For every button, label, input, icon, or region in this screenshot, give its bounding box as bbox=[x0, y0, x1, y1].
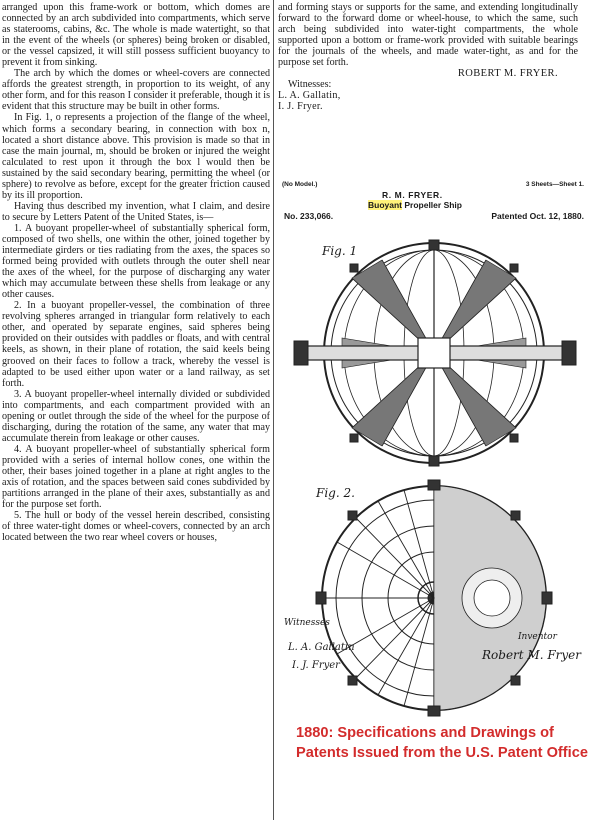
paragraph: The arch by which the domes or wheel-covers are connected affords the greatest strength, in proportion to its weight, of any other form, and for this reason I consider it preferable, though it is evident that this structure may be built in other forms. bbox=[2, 68, 270, 113]
witness-name: L. A. Gallatin, bbox=[278, 90, 341, 102]
claim-5: 5. The hull or body of the vessel herein described, consisting of three water-tight domes or wheel-covers, connected by an arch located between the two rear wheel covers or houses, bbox=[2, 510, 270, 544]
paragraph: In Fig. 1, o represents a projection of the flange of the wheel, which forms a secondary bearing, in connection with box n, located a short distance above. This provision is made so that in case the main journal, m, should be broken or injured the weight calculated to rest upon it through the box l would then be sustained by the said secondary bearing, permitting the wheel (or sphere) to revolve as before, except for the greater friction caused by its ill proportion. bbox=[2, 112, 270, 201]
fig-2-label: Fig. 2. bbox=[316, 486, 355, 500]
highlighted-word: Buoyant bbox=[368, 200, 402, 210]
witness-signature: I. J. Fryer bbox=[292, 660, 340, 671]
drawing-witnesses-label: Witnesses bbox=[284, 618, 330, 628]
title-rest: Propeller Ship bbox=[402, 200, 462, 210]
patent-drawing bbox=[282, 178, 588, 718]
claim-3: 3. A buoyant propeller-wheel internally divided or subdivided into compartments, and each compartment provided with an opening or outlet through the side of the wheel for the purpose of discharging, during the rotation of the same, any water that may accumulate therein from leakage or other causes. bbox=[2, 388, 270, 444]
witness-signature: L. A. Gallatin bbox=[288, 642, 355, 653]
drawing-inventor: R. M. FRYER. bbox=[382, 190, 443, 200]
drawing-inventor-label: Inventor bbox=[518, 632, 557, 642]
inventor-signature-text: ROBERT M. FRYER. bbox=[457, 68, 558, 80]
caption: 1880: Specifications and Drawings of Patents Issued from the U.S. Patent Office bbox=[296, 725, 588, 761]
fig-1-sphere bbox=[294, 240, 576, 466]
paragraph: arranged upon this frame-work or bottom, which domes are connected by an arch subdivided into compartments, which serve as staterooms, cabins, &c. The whole is made watertight, so that in the event of the wheels (or spheres) being broken or disabled, or the vessel capsized, it will still possess sufficient buoyancy to prevent it from sinking. bbox=[2, 2, 270, 69]
claim-2: 2. In a buoyant propeller-vessel, the combination of three revolving spheres arranged in triangular form relatively to each other, and operated by separate engines, said spheres being provided on their outsides with paddles or floats, and with central keels, as shown, in their plane of rotation, the said keels being grooved on their faces to follow a track, whereby the vessel is adapted to be used either upon water or a land railway, as set forth. bbox=[2, 300, 270, 389]
sheet-note: 3 Sheets—Sheet 1. bbox=[525, 181, 584, 188]
patent-date: Patented Oct. 12, 1880. bbox=[491, 211, 584, 221]
model-note: (No Model.) bbox=[282, 181, 318, 188]
fig-2-wheel bbox=[316, 480, 552, 716]
paragraph: Having thus described my invention, what I claim, and desire to secure by Letters Patent of the United States, is— bbox=[2, 200, 270, 223]
witnesses-label: Witnesses: bbox=[288, 79, 332, 91]
right-text-column bbox=[278, 2, 578, 112]
column-divider bbox=[273, 0, 274, 820]
left-text-column bbox=[2, 2, 270, 543]
paragraph: and forming stays or supports for the same, and extending longitudinally forward to the forward dome or wheel-house, to which the same, such arch being subdivided into water-tight compartments, the whole supported upon a bottom or frame-work provided with suitable bearings for the journals of the wheels, and made water-tight, as and for the purpose set forth. bbox=[278, 2, 578, 69]
fig-1-label: Fig. 1 bbox=[322, 244, 358, 258]
claim-4: 4. A buoyant propeller-wheel of substantially spherical form provided with a series of internal hollow cones, one within the other, their bases joined together in a plane at right angles to the axis of rotation, and the spaces between said cones subdivided by partitions arranged in the plane of their axes, substantially as and for the purpose set forth. bbox=[2, 443, 270, 511]
witness-name: I. J. Fryer. bbox=[278, 101, 323, 113]
claim-1: 1. A buoyant propeller-wheel of substantially spherical form, composed of two shells, one within the other, joined together by intermediate girders or ties radiating from the axes, the spaces so formed being provided with outlets through the outer shell near the axes of the wheel, for the purpose of discharging any water which may accumulate between these shells from leakage or any other causes. bbox=[2, 222, 270, 301]
inventor-signature: Robert M. Fryer bbox=[482, 648, 582, 662]
patent-number: No. 233,066. bbox=[284, 211, 334, 221]
